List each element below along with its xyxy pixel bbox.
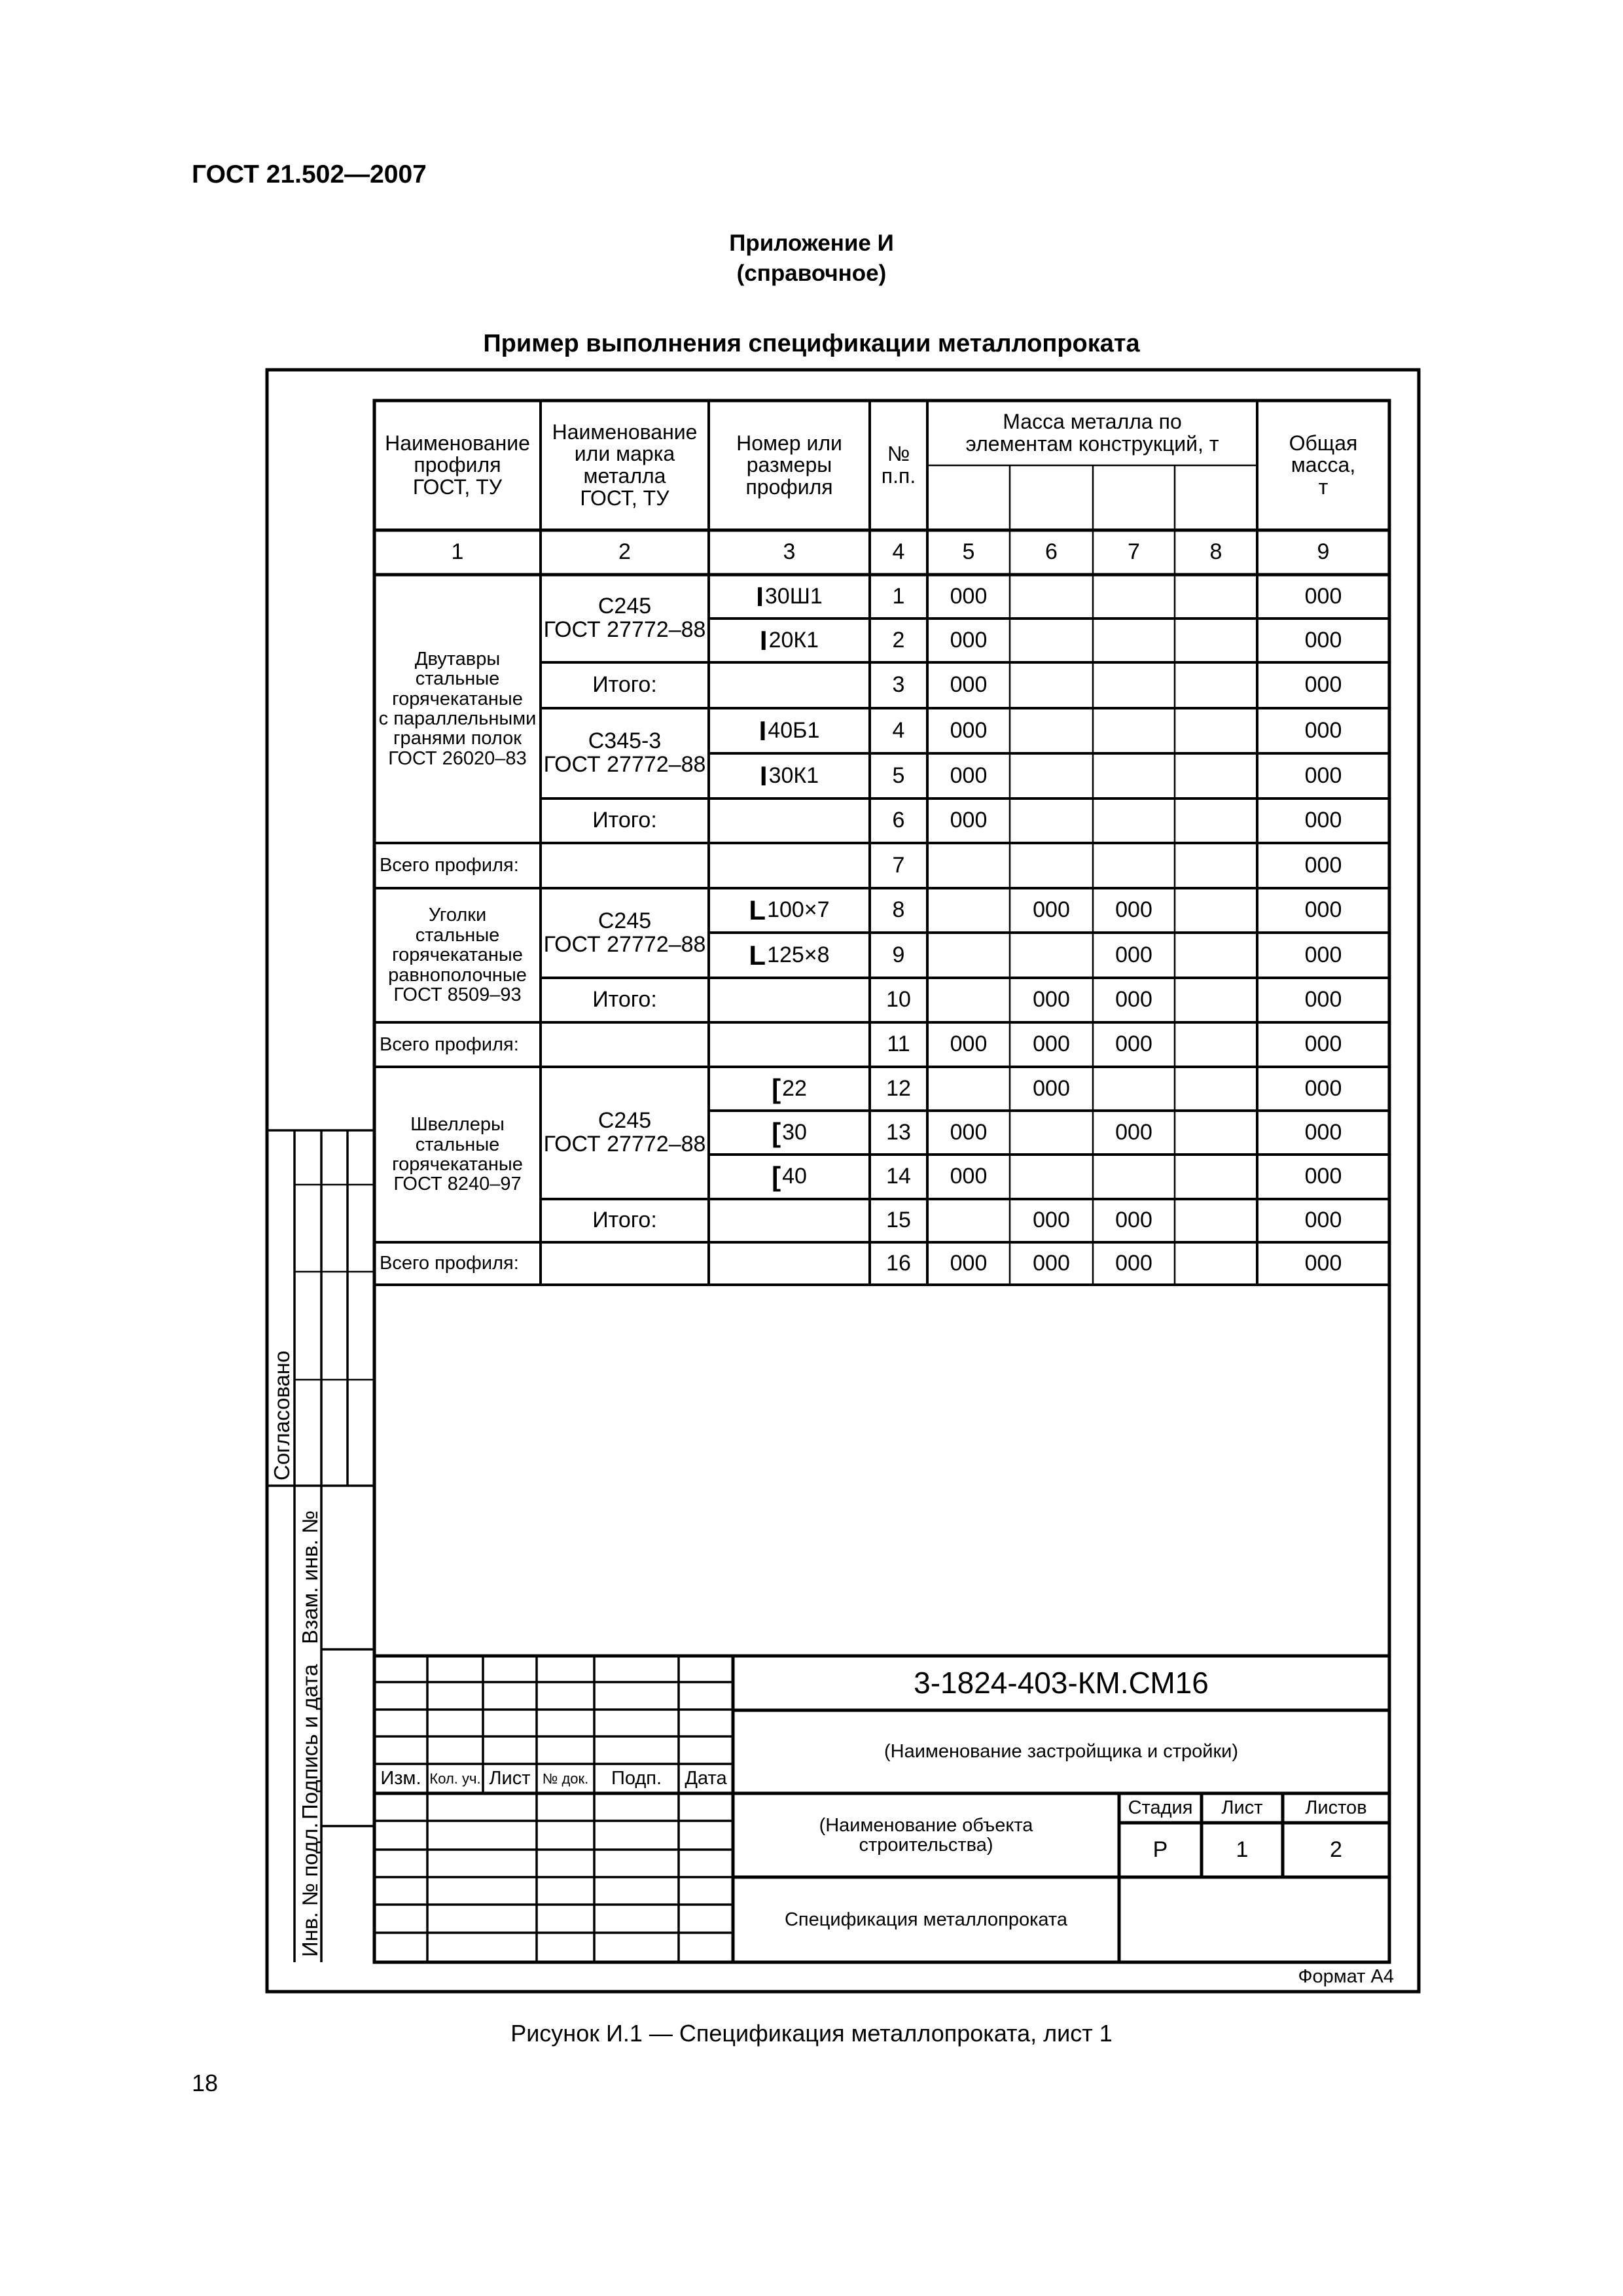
steel-grade: С245 ГОСТ 27772–88 [543, 1108, 706, 1157]
mass-cell: 000 [1115, 897, 1152, 923]
mass-cell [1010, 662, 1093, 708]
mass-cell: 000 [950, 1164, 988, 1189]
total-mass-cell: 000 [1304, 987, 1342, 1013]
itogo-label: Итого: [592, 1208, 657, 1233]
mass-cell [1010, 843, 1093, 888]
mass-cell: 000 [1115, 1119, 1152, 1145]
tb-listov-value: 2 [1330, 1837, 1342, 1862]
total-mass-cell: 000 [1304, 717, 1342, 743]
item-number: 1 [892, 583, 905, 609]
profile-size [709, 619, 870, 662]
total-mass-cell: 000 [1304, 852, 1342, 878]
column-number: 8 [1209, 539, 1222, 565]
profile-size [709, 708, 870, 753]
mass-cell: 000 [950, 627, 988, 653]
profile-value: 40Б1 [768, 717, 820, 743]
tb-list: Лист [489, 1768, 531, 1789]
header-item-number: № п.п. [881, 442, 916, 488]
item-number: 9 [892, 942, 905, 967]
group-name-i-beams: Двутавры стальные горячекатаные с параллельными гранями полок ГОСТ 26020–83 [378, 648, 537, 769]
mass-cell [1175, 1067, 1257, 1111]
column-number: 9 [1317, 539, 1330, 565]
i-beam-symbol-icon: I [758, 715, 767, 746]
profile-value: 30 [782, 1119, 807, 1145]
mass-cell [927, 888, 1010, 933]
mass-cell [1010, 708, 1093, 753]
item-number: 13 [886, 1119, 911, 1145]
vsego-label: Всего профиля: [380, 1033, 519, 1055]
profile-value: 125×8 [767, 942, 830, 967]
tb-stadia-label: Стадия [1128, 1797, 1193, 1819]
mass-cell [1010, 753, 1093, 798]
profile-size [709, 662, 870, 708]
column-number: 2 [618, 539, 631, 565]
figure-caption: Рисунок И.1 — Спецификация металлопроката, лист 1 [510, 2020, 1113, 2047]
tb-data: Дата [685, 1768, 727, 1789]
total-mass-cell: 000 [1304, 1075, 1342, 1101]
total-mass-cell: 000 [1304, 583, 1342, 609]
mass-cell [1093, 575, 1175, 619]
mass-cell [1175, 619, 1257, 662]
mass-cell [1093, 798, 1175, 843]
i-beam-symbol-icon: I [759, 624, 768, 656]
mass-cell: 000 [1033, 1208, 1070, 1233]
mass-cell [1010, 798, 1093, 843]
item-number: 5 [892, 762, 905, 788]
mass-cell [1175, 978, 1257, 1022]
mass-cell [1010, 619, 1093, 662]
item-number: 10 [886, 987, 911, 1013]
vsego-label: Всего профиля: [380, 1253, 519, 1274]
mass-cell: 000 [950, 672, 988, 698]
profile-size [709, 888, 870, 933]
mass-cell: 000 [1033, 1250, 1070, 1276]
format-label: Формат А4 [1298, 1966, 1394, 1988]
profile-size [709, 575, 870, 619]
mass-cell: 000 [950, 583, 988, 609]
mass-cell: 000 [1115, 987, 1152, 1013]
item-number: 2 [892, 627, 905, 653]
channel-symbol-icon: [ [772, 1073, 781, 1104]
group-name-angles: Уголки стальные горячекатаные равнополочные ГОСТ 8509–93 [388, 905, 527, 1006]
tb-stadia-value: Р [1152, 1837, 1168, 1862]
profile-size [709, 843, 870, 888]
side-label-podpis-data: Подпись и дата [298, 1664, 322, 1820]
item-number: 8 [892, 897, 905, 923]
channel-symbol-icon: [ [772, 1161, 781, 1192]
vsego-label: Всего профиля: [380, 855, 519, 876]
mass-cell [1175, 575, 1257, 619]
profile-size [709, 1242, 870, 1285]
column-number: 1 [451, 539, 464, 565]
mass-cell: 000 [1115, 1250, 1152, 1276]
item-number: 15 [886, 1208, 911, 1233]
item-number: 16 [886, 1250, 911, 1276]
channel-symbol-icon: [ [772, 1117, 781, 1148]
profile-value: 30К1 [768, 762, 819, 788]
mass-cell [927, 978, 1010, 1022]
header-mass-group: Масса металла по элементам конструкций, т [965, 409, 1219, 456]
item-number: 7 [892, 852, 905, 878]
group-name-channels: Швеллеры стальные горячекатаные ГОСТ 8240–97 [392, 1114, 523, 1195]
mass-cell [927, 1067, 1010, 1111]
angle-symbol-icon: L [749, 939, 766, 971]
mass-cell [927, 1199, 1010, 1242]
appendix-title: Приложение И [729, 230, 894, 256]
mass-cell [1010, 933, 1093, 978]
tb-kol-uch: Кол. уч. [429, 1770, 481, 1787]
mass-cell [1175, 888, 1257, 933]
tb-sheet-name: Спецификация металлопроката [784, 1909, 1067, 1930]
mass-cell [1093, 843, 1175, 888]
mass-cell [1175, 662, 1257, 708]
profile-value: 22 [782, 1075, 807, 1101]
profile-value: 100×7 [767, 897, 830, 923]
mass-cell: 000 [950, 1119, 988, 1145]
side-label-vzam-inv: Взам. инв. № [298, 1510, 322, 1644]
column-number: 6 [1045, 539, 1058, 565]
profile-size [709, 1199, 870, 1242]
mass-cell: 000 [950, 717, 988, 743]
tb-object: (Наименование объекта строительства) [819, 1814, 1033, 1856]
profile-size [709, 1022, 870, 1067]
column-number: 3 [783, 539, 796, 565]
mass-cell [1175, 1199, 1257, 1242]
mass-cell [1010, 1155, 1093, 1199]
mass-cell: 000 [1033, 1031, 1070, 1057]
mass-cell [1093, 753, 1175, 798]
total-mass-cell: 000 [1304, 762, 1342, 788]
mass-cell [1175, 753, 1257, 798]
page-number: 18 [192, 2070, 219, 2096]
mass-cell: 000 [1033, 1075, 1070, 1101]
mass-cell [927, 933, 1010, 978]
itogo-label: Итого: [592, 987, 657, 1013]
profile-value: 30Ш1 [764, 583, 823, 609]
mass-cell [1175, 843, 1257, 888]
profile-size [709, 933, 870, 978]
steel-grade: С245 ГОСТ 27772–88 [543, 908, 706, 957]
steel-grade: С245 ГОСТ 27772–88 [543, 594, 706, 642]
profile-size [709, 753, 870, 798]
column-number: 5 [962, 539, 975, 565]
tb-n-dok: № док. [542, 1770, 589, 1787]
mass-cell [1010, 1111, 1093, 1155]
item-number: 12 [886, 1075, 911, 1101]
i-beam-symbol-icon: I [756, 581, 764, 612]
itogo-label: Итого: [592, 808, 657, 833]
header-steel-grade: Наименование или марка металла ГОСТ, ТУ [552, 420, 698, 510]
mass-cell [1175, 1111, 1257, 1155]
mass-cell: 000 [950, 808, 988, 833]
profile-size [709, 1155, 870, 1199]
tb-podp: Подп. [611, 1768, 662, 1789]
total-mass-cell: 000 [1304, 1031, 1342, 1057]
angle-symbol-icon: L [749, 895, 766, 925]
total-mass-cell: 000 [1304, 808, 1342, 833]
item-number: 6 [892, 808, 905, 833]
mass-cell: 000 [950, 762, 988, 788]
profile-value: 20К1 [768, 627, 819, 653]
mass-cell [1175, 933, 1257, 978]
mass-cell [1175, 708, 1257, 753]
mass-cell: 000 [1115, 1031, 1152, 1057]
header-profile-size: Номер или размеры профиля [736, 431, 842, 499]
profile-size [709, 798, 870, 843]
tb-list-label: Лист [1221, 1797, 1263, 1819]
total-mass-cell: 000 [1304, 1164, 1342, 1189]
total-mass-cell: 000 [1304, 1208, 1342, 1233]
tb-listov-label: Листов [1305, 1797, 1367, 1819]
mass-cell: 000 [1115, 942, 1152, 967]
header-profile-name: Наименование профиля ГОСТ, ТУ [385, 431, 530, 499]
steel-grade: С345-3 ГОСТ 27772–88 [543, 728, 706, 777]
item-number: 11 [887, 1031, 910, 1057]
mass-cell: 000 [1033, 897, 1070, 923]
mass-cell: 000 [1033, 987, 1070, 1013]
mass-cell [1175, 1242, 1257, 1285]
profile-size [709, 978, 870, 1022]
mass-cell [1093, 1067, 1175, 1111]
profile-size [709, 1067, 870, 1111]
mass-cell [1010, 575, 1093, 619]
mass-cell [1175, 1155, 1257, 1199]
mass-cell [1175, 798, 1257, 843]
mass-cell: 000 [950, 1250, 988, 1276]
tb-document-code: 3-1824-403-КМ.СМ16 [914, 1666, 1209, 1700]
i-beam-symbol-icon: I [759, 760, 768, 791]
total-mass-cell: 000 [1304, 1250, 1342, 1276]
tb-customer: (Наименование застройщика и стройки) [883, 1741, 1239, 1763]
mass-cell [1093, 708, 1175, 753]
mass-cell [1093, 662, 1175, 708]
total-mass-cell: 000 [1304, 672, 1342, 698]
item-number: 14 [886, 1164, 911, 1189]
total-mass-cell: 000 [1304, 627, 1342, 653]
mass-cell [927, 843, 1010, 888]
side-label-soglasovano: Согласовано [270, 1350, 294, 1480]
total-mass-cell: 000 [1304, 1119, 1342, 1145]
figure-heading: Пример выполнения спецификации металлопроката [483, 330, 1140, 357]
profile-size [709, 1111, 870, 1155]
document-code: ГОСТ 21.502—2007 [192, 160, 427, 188]
mass-cell: 000 [950, 1031, 988, 1057]
tb-izm: Изм. [380, 1768, 421, 1789]
item-number: 3 [892, 672, 905, 698]
header-total-mass: Общая масса, т [1289, 431, 1358, 499]
appendix-type: (справочное) [736, 260, 887, 286]
side-label-inv-podl: Инв. № подл. [298, 1822, 322, 1957]
mass-cell [1175, 1022, 1257, 1067]
mass-cell [1093, 619, 1175, 662]
profile-value: 40 [782, 1164, 807, 1189]
column-number: 4 [892, 539, 905, 565]
mass-cell [1093, 1155, 1175, 1199]
tb-list-value: 1 [1236, 1837, 1249, 1862]
column-number: 7 [1128, 539, 1140, 565]
total-mass-cell: 000 [1304, 897, 1342, 923]
total-mass-cell: 000 [1304, 942, 1342, 967]
item-number: 4 [892, 717, 905, 743]
mass-cell: 000 [1115, 1208, 1152, 1233]
itogo-label: Итого: [592, 672, 657, 698]
